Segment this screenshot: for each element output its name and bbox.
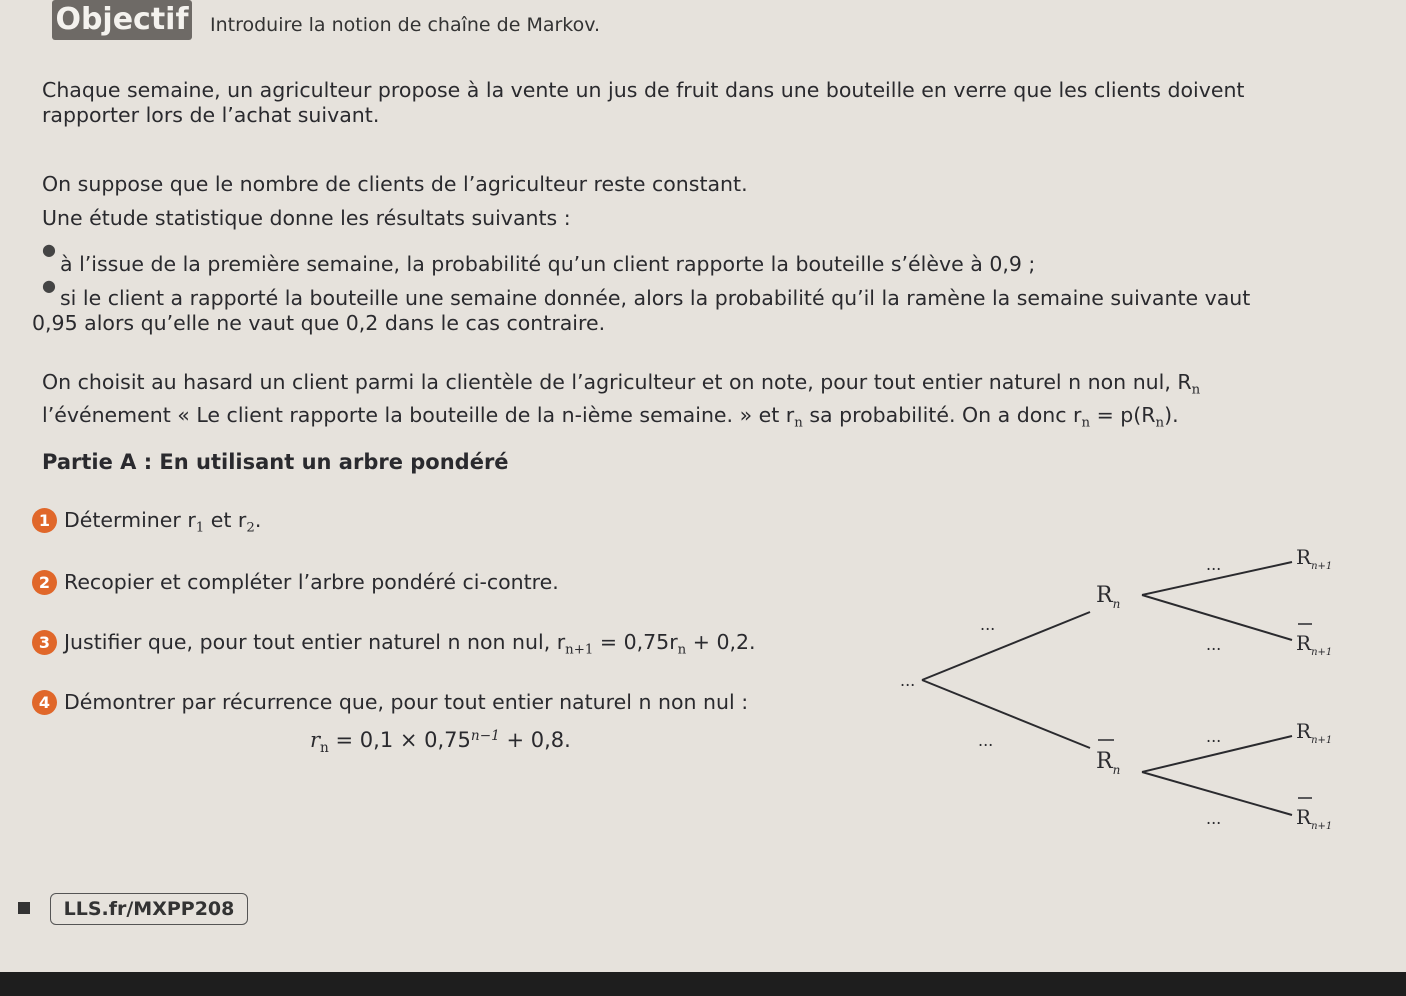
link-bullet-icon xyxy=(18,902,30,914)
intro-line xyxy=(42,370,1200,403)
text-span: ). xyxy=(1164,402,1179,427)
question-number-badge: 1 xyxy=(32,508,57,533)
subscript: 2 xyxy=(246,520,255,536)
node-R-bar-n1-top: $R_{n+1}$ xyxy=(1296,631,1333,658)
question-1 xyxy=(64,508,261,536)
intro-paragraph-3: Une étude statistique donne les résultats suivants : xyxy=(42,206,571,230)
intro-line: Chaque semaine, un agriculteur propose à la vente un jus de fruit dans une bouteille en verre que les clients doivent xyxy=(42,78,1245,102)
question-number-badge: 3 xyxy=(32,630,57,655)
objectif-badge: Objectif xyxy=(52,0,192,40)
branch-weight-blank: ... xyxy=(900,671,916,690)
subscript: n xyxy=(1081,415,1091,431)
subscript: n xyxy=(320,739,329,756)
lls-link[interactable]: LLS.fr/MXPP208 xyxy=(50,893,248,925)
text-span: . xyxy=(254,508,262,532)
text-span: On choisit au hasard un client parmi la clientèle de l’agriculteur et on note, pour tout entier naturel n non nul, R xyxy=(42,370,1192,394)
text-span: l’événement « Le client rapporte la bouteille de la n-ième semaine. » et r xyxy=(42,402,795,427)
intro-line xyxy=(42,403,1200,436)
node-R-n1-top: $R_{n+1}$ xyxy=(1296,545,1333,572)
subscript: n xyxy=(1155,415,1165,431)
branch-weight-blank: ... xyxy=(1206,809,1222,828)
node-R-n1-bottom: $R_{n+1}$ xyxy=(1296,719,1333,746)
bullet-2 xyxy=(32,286,1251,336)
text-span: = 0,75r xyxy=(593,630,678,654)
text-span: = p(R xyxy=(1090,402,1156,427)
question-number-badge: 4 xyxy=(32,690,57,715)
node-R-n: $R_n$ xyxy=(1096,583,1121,611)
subscript: n xyxy=(677,642,687,658)
tree-branch xyxy=(922,612,1090,680)
text-span: Déterminer r xyxy=(64,508,196,532)
intro-paragraph-4 xyxy=(42,370,1200,435)
branch-weight-blank: ... xyxy=(1206,555,1222,574)
text-span: + 0,2. xyxy=(686,630,756,654)
question-3 xyxy=(64,630,756,658)
formula-mid: = 0,1 × 0,75 xyxy=(328,728,471,752)
branch-weight-blank: ... xyxy=(1206,635,1222,654)
recurrence-formula xyxy=(310,728,571,756)
subscript: n xyxy=(1191,382,1201,398)
text-span: et r xyxy=(204,508,247,532)
tree-branch xyxy=(922,680,1090,748)
page-bottom-edge xyxy=(0,972,1406,996)
intro-paragraph-2: On suppose que le nombre de clients de l’agriculteur reste constant. xyxy=(42,172,748,196)
bullet-line: 0,95 alors qu’elle ne vaut que 0,2 dans le cas contraire. xyxy=(32,311,606,335)
probability-tree xyxy=(880,540,1340,850)
subscript: 1 xyxy=(195,520,205,536)
objectif-text: Introduire la notion de chaîne de Markov. xyxy=(210,14,601,36)
formula-lhs: r xyxy=(310,728,321,752)
text-span: Justifier que, pour tout entier naturel n non nul, r xyxy=(64,630,566,654)
superscript: n−1 xyxy=(470,728,500,745)
tree-branch xyxy=(1142,595,1292,640)
bullet-line: si le client a rapporté la bouteille une semaine donnée, alors la probabilité qu’il la ramène la semaine suivante vaut xyxy=(60,286,1251,310)
text-span: sa probabilité. On a donc r xyxy=(802,402,1082,427)
subscript: n xyxy=(794,415,803,431)
branch-weight-blank: ... xyxy=(978,731,994,750)
formula-rhs: + 0,8. xyxy=(499,728,571,752)
bullet-1: à l’issue de la première semaine, la probabilité qu’un client rapporte la bouteille s’élève à 0,9 ; xyxy=(60,252,1036,276)
bullet-icon: ● xyxy=(42,240,56,259)
node-R-bar-n: $R_n$ xyxy=(1096,749,1121,777)
node-R-bar-n1-bottom: $R_{n+1}$ xyxy=(1296,805,1333,832)
branch-weight-blank: ... xyxy=(1206,727,1222,746)
intro-line: rapporter lors de l’achat suivant. xyxy=(42,103,380,127)
bullet-icon: ● xyxy=(42,276,56,295)
intro-paragraph-1 xyxy=(42,78,1244,128)
question-4: Démontrer par récurrence que, pour tout entier naturel n non nul : xyxy=(64,690,749,714)
subscript: n+1 xyxy=(565,642,594,658)
question-2: Recopier et compléter l’arbre pondéré ci-contre. xyxy=(64,570,559,594)
partie-title: Partie A : En utilisant un arbre pondéré xyxy=(42,450,509,474)
question-number-badge: 2 xyxy=(32,570,57,595)
branch-weight-blank: ... xyxy=(980,615,996,634)
